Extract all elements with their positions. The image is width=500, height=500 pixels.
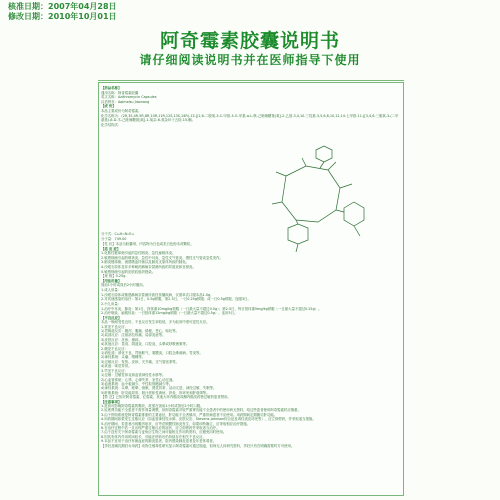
text-line: 饭前1小时或饭后2小时服用。 [101, 283, 147, 288]
text-line: 1.沙眼衣原体或敏感淋病奈瑟菌所致性传播疾病，仅需单次口服本品1.0g。 [101, 292, 214, 297]
text-line: 通用名称：阿奇霉素胶囊 [101, 90, 139, 95]
text-line: 【不良反应】 [101, 315, 122, 320]
document-title: 阿奇霉素胶囊说明书 [159, 30, 340, 52]
text-line: 3.肺炎链球菌、流感嗜血杆菌以及肺炎支原体所致的肺炎。 [101, 260, 189, 265]
text-line: 1.治疗中耳炎、肺炎：第1日，按体重10mg/kg顿服（一日最大量不超过0.5g）；第2-5日，每日按体重5mg/kg顿服（一日最大量不超过0.25g）。 [101, 307, 322, 311]
text-line: 汉语拼音：Aqimeisu Jiaonang [101, 99, 150, 104]
text-line: 2.敏感细菌引起的鼻窦炎、急性中耳炎、急性支气管炎、慢性支气管炎急性发作。 [101, 255, 223, 260]
text-line: 1.进食可影响阿奇霉素的吸收，故需在饭前1小时或饭后2小时口服。 [101, 403, 204, 408]
text-line: 2.偶见不良反应： [101, 346, 128, 351]
text-line: 【用法用量】 [101, 278, 122, 283]
text-line: 5.敏感细菌引起的皮肤软组织感染。 [101, 269, 156, 274]
molecular-weight: 分子量：749.00 [101, 236, 127, 241]
text-line: 【成 份】 [101, 104, 116, 109]
chemical-structure-diagram [258, 144, 384, 256]
text-line: 1)消化道：消化不良、胃肠胀气、黏膜炎、口腔念珠菌病、胃炎等。 [101, 351, 203, 356]
formula-section [101, 232, 251, 241]
text-line: 化学结构式： [101, 122, 122, 127]
text-line: 4)其他：味觉异常。 [101, 364, 132, 369]
text-line: 2.小儿用量： [101, 301, 122, 306]
text-line: 【孕妇及哺乳期妇女用药】动物生殖毒性研究显示阿奇霉素可通过胎盘，但尚无人体研究资料，孕妇只有在明确需要时方可使用。 [101, 443, 295, 448]
molecular-formula: 分子式：C₃₈H₇₂N₂O₁₂ [101, 232, 135, 236]
revision-date: 修改日期：2010年10月01日 [8, 12, 117, 21]
text-line: 【禁 忌】已知对阿奇霉素、红霉素、其他大环内酯类或酮内酯类药物过敏的患者禁用。 [101, 395, 231, 400]
text-line: 6.在治疗过程中若一旦出现严重过敏反应的症状，应立即停药并采取适当治疗。 [101, 425, 220, 430]
text-line: 5)肝胆系统：肝功能异常、胆汁淤积性黄疸、肝炎、肝坏死和肝衰竭等。 [101, 390, 210, 395]
text-line: 7.由于没有关于阿奇霉素与麦角衍生物之间可能相互作用的资料，应避免同时使用。 [101, 430, 227, 435]
text-line: 英文名称：Azithromycin Capsules [101, 95, 157, 100]
text-line: 2.对其他感染的治疗：第1日，0.5g顿服，第2-5日，一日0.25g顿服；或一日0.5g顿服，连服3日。 [101, 297, 251, 302]
text-line: 本品主要成份为阿奇霉素。 [101, 108, 142, 113]
text-line: 3)皮肤反应：皮疹、瘙痒。 [101, 337, 142, 342]
text-line: 2)局部反应：注射部位疼痛、局部炎症等。 [101, 333, 166, 338]
text-line: 【规 格】0.25g [101, 274, 126, 279]
text-line: 1.化脓性链球菌引起的急性咽炎、急性扁桃体炎。 [101, 251, 176, 256]
top-rule [98, 80, 404, 81]
text-line: 4)神经系统：头晕、眩晕、惊厥、感觉异常、活动亢进、神经过敏、失眠等。 [101, 386, 217, 391]
text-line: 【注意事项】 [101, 399, 122, 404]
text-line: 化学名称为：(2R,3S,4R,5R,8R,10R,11R,12S,13S,14R)-13-[(2,6-二脱氧-3-C-甲基-3-O-甲基-α-L-核-己吡喃糖基)氧]-2-乙基-3,4,10-三羟基-3,5,6,8,10,12,14-七甲基-11-[[3,4,6-三脱氧-3-(二甲氨基)-β-D-木-己吡喃糖基]氧]-1-氧杂-6-氮杂环十五烷-15-酮。 [101, 113, 399, 123]
text-line: 1.常见不良反应： [101, 324, 128, 329]
text-line: 9.本品不宜用于治疗有菌血症的肺炎患者、院内感染肺炎患者及年老体弱者。 [101, 439, 217, 444]
text-line: 3)过敏反应：发热、皮疹、关节痛、支气管痉挛等。 [101, 359, 180, 364]
text-line: 【适 应 症】 [101, 246, 121, 251]
text-line: 【药品名称】 [101, 86, 122, 90]
text-line: 1.成人用量： [101, 287, 122, 292]
text-line: 4.用药期间如果发生过敏反应（如血管神经性水肿、皮肤反应、Stevens-Johnson综合征及毒性表皮坏死等），应立即停药，并采取适当措施。 [101, 417, 316, 422]
date-block [8, 2, 117, 22]
text-line: 2)心血管系统：心悸、心律失常、室性心动过速。 [101, 377, 176, 382]
text-line: 1)胃肠道反应：腹泻、腹痛、稀便、恶心、呕吐等。 [101, 329, 180, 334]
text-line: 3)血液系统：血小板减少、中性粒细胞减少等。 [101, 381, 173, 386]
text-line: 2)神经系统：头痛、嗜睡等。 [101, 355, 146, 360]
upper-section [101, 86, 401, 127]
text-line: 3.罕见不良反应： [101, 368, 128, 373]
document-subtitle: 请仔细阅读说明书并在医师指导下使用 [139, 53, 361, 67]
text-line: 4)其他反应：畏食、阴道炎、口腔炎、头晕或呼吸困难等。 [101, 342, 190, 347]
text-line: 【性 状】本品为胶囊剂，内容物为白色或类白色粉末或颗粒。 [101, 242, 194, 246]
text-line: 3.由于肝胆系统是阿奇霉素排泄的主要途径，肝功能不全者慎用，严重肝病患者不应使用。用药期间定期随访肝功能。 [101, 412, 278, 417]
text-line: 4.沙眼衣原体及非多种耐药淋病奈瑟菌所致的尿道炎和宫颈炎。 [101, 264, 196, 269]
approval-date: 核准日期：2007年04月28日 [8, 2, 117, 11]
text-line: 2.治疗咽炎、扁桃体炎：一日按体重12mg/kg顿服（一日最大量不超过0.5g），连用5日。 [101, 311, 238, 316]
text-line: 1)过敏：过敏性休克和血管神经性水肿等。 [101, 373, 166, 378]
text-line: 5.治疗期间，若患者出现腹泻症状，应考虑假膜性肠炎发生，如果诊断确立，应采取相应治疗措施。 [101, 421, 251, 426]
text-line: 2.轻度肾功能不全患者不需作剂量调整，但阿奇霉素对较严重肾功能不全患者中的使用尚无资料，给这些患者使用阿奇霉素时应慎重。 [101, 408, 301, 413]
text-line: 本品一般耐受性良好，不良反应发生率较低，多为轻到中度可逆性反应。 [101, 320, 210, 325]
lower-section [101, 307, 401, 448]
text-line: 8.因其有体内作用时间较长，可能在停药后仍持续存在相关不良反应。 [101, 434, 206, 439]
middle-section [101, 242, 401, 306]
